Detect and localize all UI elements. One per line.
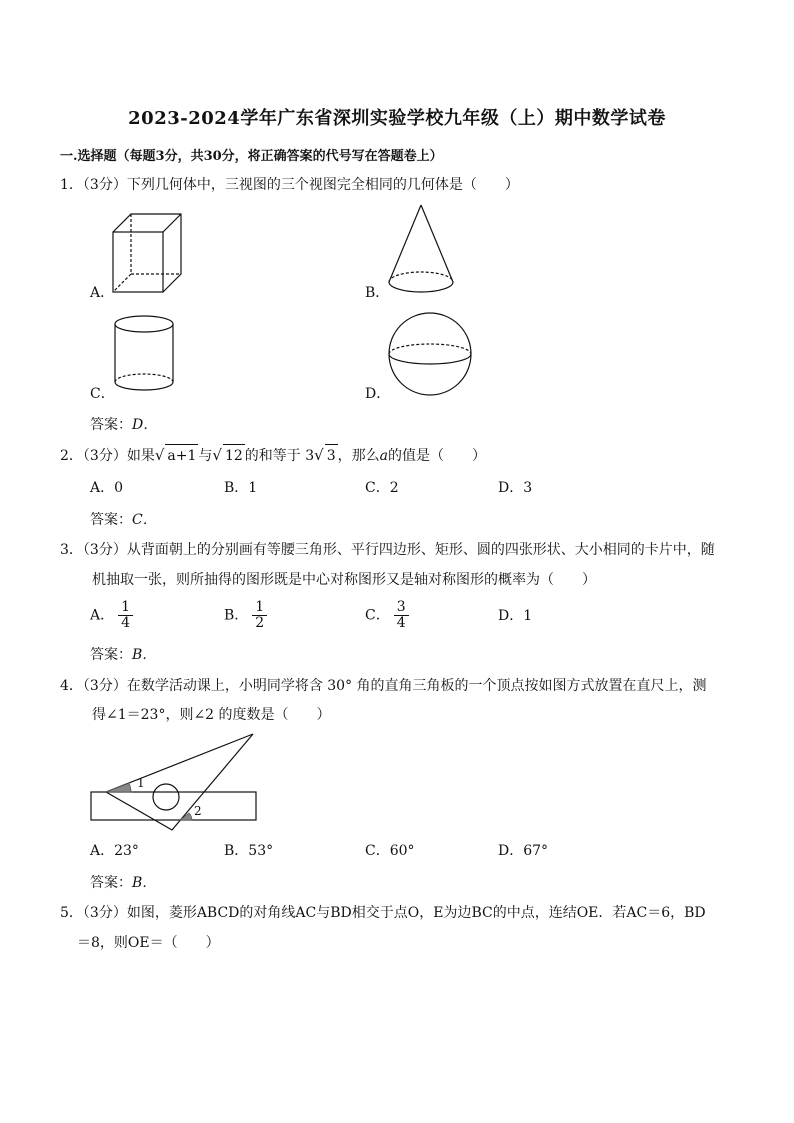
angle-1-marker bbox=[106, 783, 131, 792]
q3-stem-line2: 机抽取一张，则所抽得的图形既是中心对称图形又是轴对称图形的概率为（ ） bbox=[92, 572, 596, 588]
q3-answer: 答案：B． bbox=[90, 647, 157, 663]
q1-label-d: D． bbox=[365, 386, 391, 402]
section-header: 一.选择题（每题3分，共30分，将正确答案的代号写在答题卷上） bbox=[60, 149, 443, 164]
q2-stem: 2．（3分）如果√ a+1 与√ 12 的和等于 3√ 3 ，那么a的值是（ ） bbox=[60, 444, 486, 467]
sphere-figure bbox=[385, 310, 477, 398]
q3-stem-line1: 3．（3分）从背面朝上的分别画有等腰三角形、平行四边形、矩形、圆的四张形状、大小相同的卡片中，随 bbox=[60, 542, 715, 558]
q3-option-b: B． $\frac{1}{2}$ bbox=[224, 600, 267, 631]
cone-figure bbox=[385, 200, 457, 298]
q4-option-c: C．60° bbox=[365, 843, 415, 859]
q2-option-b: B．1 bbox=[224, 480, 258, 496]
q4-option-d: D．67° bbox=[498, 843, 549, 859]
q2-option-a: A．0 bbox=[90, 480, 124, 496]
q1-stem: 1．（3分）下列几何体中，三视图的三个视图完全相同的几何体是（ ） bbox=[60, 177, 519, 193]
q2-answer: 答案：C． bbox=[90, 512, 157, 528]
q4-option-b: B．53° bbox=[224, 843, 274, 859]
q2-radicand-1: a+1 bbox=[165, 444, 198, 467]
ruler-rect bbox=[91, 792, 256, 820]
q4-stem-line2: 得∠1＝23°，则∠2 的度数是（ ） bbox=[92, 707, 331, 723]
q1-label-c: C． bbox=[90, 386, 115, 402]
q1-label-b: B． bbox=[365, 285, 390, 301]
page-title: 2023-2024学年广东省深圳实验学校九年级（上）期中数学试卷 bbox=[128, 108, 666, 129]
q2-radicand-3: 3 bbox=[325, 444, 338, 467]
q5-stem-line2: ＝8，则OE＝（ ） bbox=[77, 935, 220, 951]
angle-2-label: 2 bbox=[194, 804, 202, 818]
q5-stem-line1: 5．（3分）如图，菱形ABCD的对角线AC与BD相交于点O，E为边BC的中点，连结OE．若AC＝6，BD bbox=[60, 905, 706, 921]
q1-label-a: A． bbox=[90, 285, 115, 301]
triangle-plate bbox=[106, 734, 253, 830]
q2-option-c: C．2 bbox=[365, 480, 399, 496]
q3-option-c: C． $\frac{3}{4}$ bbox=[365, 600, 409, 631]
q3-option-d: D．1 bbox=[498, 608, 533, 624]
q4-stem-line1: 4．（3分）在数学活动课上，小明同学将含 30° 角的直角三角板的一个顶点按如图方式放置在直尺上，测 bbox=[60, 678, 707, 694]
q2-radicand-2: 12 bbox=[223, 444, 245, 467]
q4-option-a: A．23° bbox=[90, 843, 139, 859]
q4-answer: 答案：B． bbox=[90, 875, 157, 891]
prism-figure bbox=[108, 208, 188, 300]
q2-option-d: D．3 bbox=[498, 480, 533, 496]
plate-hole bbox=[153, 784, 179, 810]
angle-1-label: 1 bbox=[137, 776, 145, 790]
cylinder-figure bbox=[112, 312, 176, 398]
q3-option-a: A． $\frac{1}{4}$ bbox=[90, 600, 133, 631]
q1-answer: 答案：D． bbox=[90, 417, 158, 433]
ruler-triangle-figure bbox=[88, 730, 260, 834]
